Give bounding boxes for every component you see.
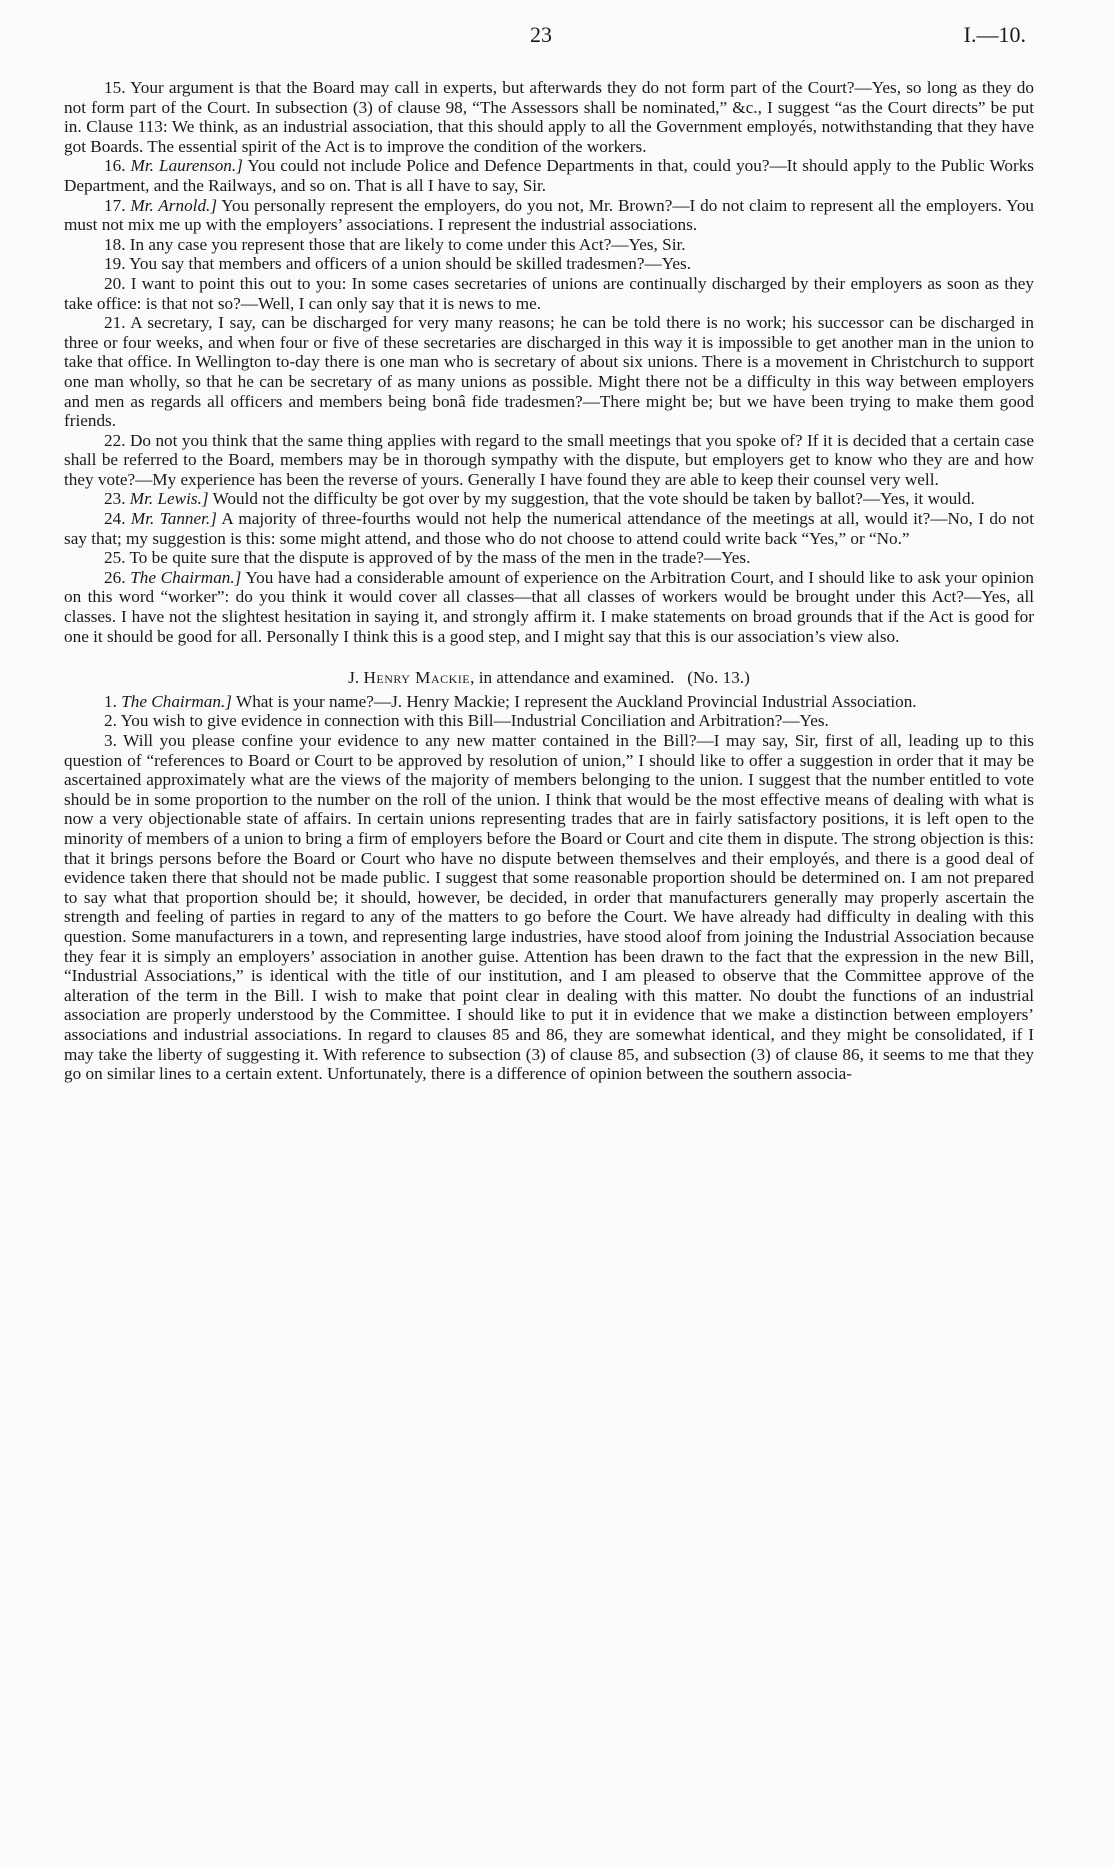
question-paragraph	[64, 548, 1034, 568]
witness-initial: J.	[348, 668, 364, 688]
evidence-section-mackie	[64, 692, 1034, 1084]
question-text: You personally represent the employers, do you not, Mr. Brown?—I do not claim to represent all the employers. You must not mix me up with the employers’ associations. I represent the industrial associations.	[64, 195, 1035, 235]
question-number: 16.	[104, 156, 126, 176]
document-body	[64, 78, 1034, 1084]
question-number: 1.	[104, 691, 117, 711]
speaker-name: Mr. Laurenson.]	[130, 156, 243, 176]
question-paragraph	[64, 692, 1034, 712]
speaker-name: Mr. Tanner.]	[130, 509, 217, 529]
question-paragraph	[64, 489, 1034, 509]
question-number: 18.	[104, 234, 126, 254]
question-number: 26.	[104, 567, 126, 587]
question-number: 15.	[104, 78, 126, 97]
question-text: What is your name?—J. Henry Mackie; I represent the Auckland Provincial Industrial Association.	[235, 691, 917, 711]
witness-status: , in attendance and examined.	[470, 668, 675, 688]
question-text: I want to point this out to you: In some cases secretaries of unions are continually discharged by their employers as soon as they take office: is that not so?—Well, I can only say that it is news to me.	[64, 273, 1035, 313]
question-text: To be quite sure that the dispute is approved of by the mass of the men in the trade?—Yes.	[129, 548, 751, 568]
speaker-name: The Chairman.]	[121, 691, 232, 711]
question-number: 21.	[104, 313, 126, 333]
question-paragraph	[64, 196, 1034, 235]
question-text: You have had a considerable amount of experience on the Arbitration Court, and I should like to ask your opinion on this word “worker”: do you think it would cover all classes—that all classes of workers would be brought under this Act?—Yes, all classes. I have not the slightest hesitation in saying it, and strongly affirm it. I make statements on broad grounds that if the Act is good for one it should be good for all. Personally I think this is a good step, and I might say that this is our association’s view also.	[64, 567, 1035, 646]
evidence-section-brown	[64, 78, 1034, 646]
question-text: Will you please confine your evidence to any new matter contained in the Bill?—I may say, Sir, first of all, leading up to this question of “references to Board or Court to be approved by resolution of union,” I should like to offer a suggestion in order that it may be ascertained approximately what are the views of the majority of members belonging to the union. I suggest that the number entitled to vote should be in some proportion to the number on the roll of the union. I think that would be the most effective means of dealing with what is now a very objectionable state of affairs. In certain unions representing trades that are in fairly satisfactory positions, it is left open to the minority of members of a union to bring a firm of employers before the Board or Court and cite them in dispute. The strong objection is this: that it brings persons before the Board or Court who have no dispute between themselves and their employés, and there is a good deal of evidence taken there that should not be made public. I suggest that some reasonable proportion should be determined on. I am not prepared to say what that proportion should be; it should, however, be decided, in order that manufacturers generally may properly ascertain the strength and feeling of parties in regard to any of the matters to go before the Court. We have already had difficulty in dealing with this question. Some manufacturers in a town, and representing large industries, have stood aloof from joining the Industrial Association because they fear it is simply an employers’ association in another guise. Attention has been drawn to the fact that the expression in the new Bill, “Industrial Associations,” is identical with the title of our institution, and I am pleased to observe that the Committee approve of the alteration of the term in the Bill. I wish to make that point clear in dealing with this matter. No doubt the functions of an industrial association are properly understood by the Committee. I should like to put it in evidence that we make a distinction between employers’ associations and industrial associations. In regard to clauses 85 and 86, they are somewhat identical, and they might be consolidated, if I may take the liberty of suggesting it. With reference to subsection (3) of clause 85, and subsection (3) of clause 86, it seems to me that they go on similar lines to a certain extent. Unfortunately, there is a difference of opinion between the southern associa-	[64, 731, 1034, 1084]
question-paragraph	[64, 431, 1034, 490]
witness-heading	[64, 668, 1034, 688]
question-paragraph	[64, 274, 1034, 313]
question-number: 23.	[104, 489, 126, 509]
question-number: 24.	[104, 509, 126, 529]
speaker-name: Mr. Lewis.]	[129, 489, 209, 509]
question-text: Would not the difficulty be got over by my suggestion, that the vote should be taken by ballot?—Yes, it would.	[212, 489, 975, 509]
question-text: Do not you think that the same thing applies with regard to the small meetings that you spoke of? If it is decided that a certain case shall be referred to the Board, members may be in thorough sympathy with the dispute, but employers get to know who they are and how they vote?—My experience has been the reverse of yours. Generally I have found they are able to keep their counsel very well.	[64, 430, 1034, 489]
speaker-name: Mr. Arnold.]	[130, 195, 218, 215]
question-number: 2.	[104, 711, 117, 731]
question-text: In any case you represent those that are likely to come under this Act?—Yes, Sir.	[129, 234, 686, 254]
page-number: 23	[530, 22, 552, 47]
question-paragraph	[64, 313, 1034, 431]
question-paragraph	[64, 78, 1034, 156]
page-header	[0, 22, 1114, 52]
question-text: You wish to give evidence in connection with this Bill—Industrial Conciliation and Arbitration?—Yes.	[120, 711, 829, 731]
question-number: 20.	[104, 273, 126, 293]
document-reference: I.—10.	[963, 22, 1026, 47]
question-text: A majority of three-fourths would not help the numerical attendance of the meetings at all, would it?—No, I do not say that; my suggestion is this: some might attend, and those who do not choose to attend could write back “Yes,” or “No.”	[64, 509, 1034, 548]
question-paragraph	[64, 156, 1034, 195]
question-text: Your argument is that the Board may call in experts, but afterwards they do not form part of the Court?—Yes, so long as they do not form part of the Court. In subsection (3) of clause 98, “The Assessors shall be nominated,” &c., I suggest “as the Court directs” be put in. Clause 113: We think, as an industrial association, that this should apply to all the Government employés, notwithstanding that they have got Boards. The essential spirit of the Act is to improve the condition of the workers.	[64, 78, 1034, 156]
question-text: You could not include Police and Defence Departments in that, could you?—It should apply to the Public Works Department, and the Railways, and so on. That is all I have to say, Sir.	[64, 156, 1035, 195]
question-number: 3.	[104, 731, 117, 750]
question-paragraph	[64, 568, 1034, 646]
question-paragraph	[64, 509, 1034, 548]
question-text: A secretary, I say, can be discharged for very many reasons; he can be told there is no work; his successor can be discharged in three or four weeks, and when four or five of these secretaries are discharged in this way it is impossible to get another man in the union to take that office. In Wellington to-day there is one man who is secretary of about six unions. There is a movement in Christchurch to support one man wholly, so that he can be secretary of as many unions as possible. Might there not be a difficulty in this way between employers and men as regards all officers and members being bonâ fide tradesmen?—There might be; but we have been trying to make them good friends.	[64, 313, 1034, 431]
question-number: 17.	[104, 195, 126, 215]
question-number: 19.	[104, 254, 126, 274]
speaker-name: The Chairman.]	[130, 567, 242, 587]
question-paragraph	[64, 254, 1034, 274]
question-paragraph	[64, 731, 1034, 1084]
question-paragraph	[64, 711, 1034, 731]
question-text: You say that members and officers of a union should be skilled tradesmen?—Yes.	[129, 254, 692, 274]
question-paragraph	[64, 235, 1034, 255]
question-number: 25.	[104, 548, 126, 568]
witness-name: Henry Mackie	[363, 668, 471, 688]
witness-number: (No. 13.)	[687, 668, 750, 688]
question-number: 22.	[104, 430, 126, 450]
